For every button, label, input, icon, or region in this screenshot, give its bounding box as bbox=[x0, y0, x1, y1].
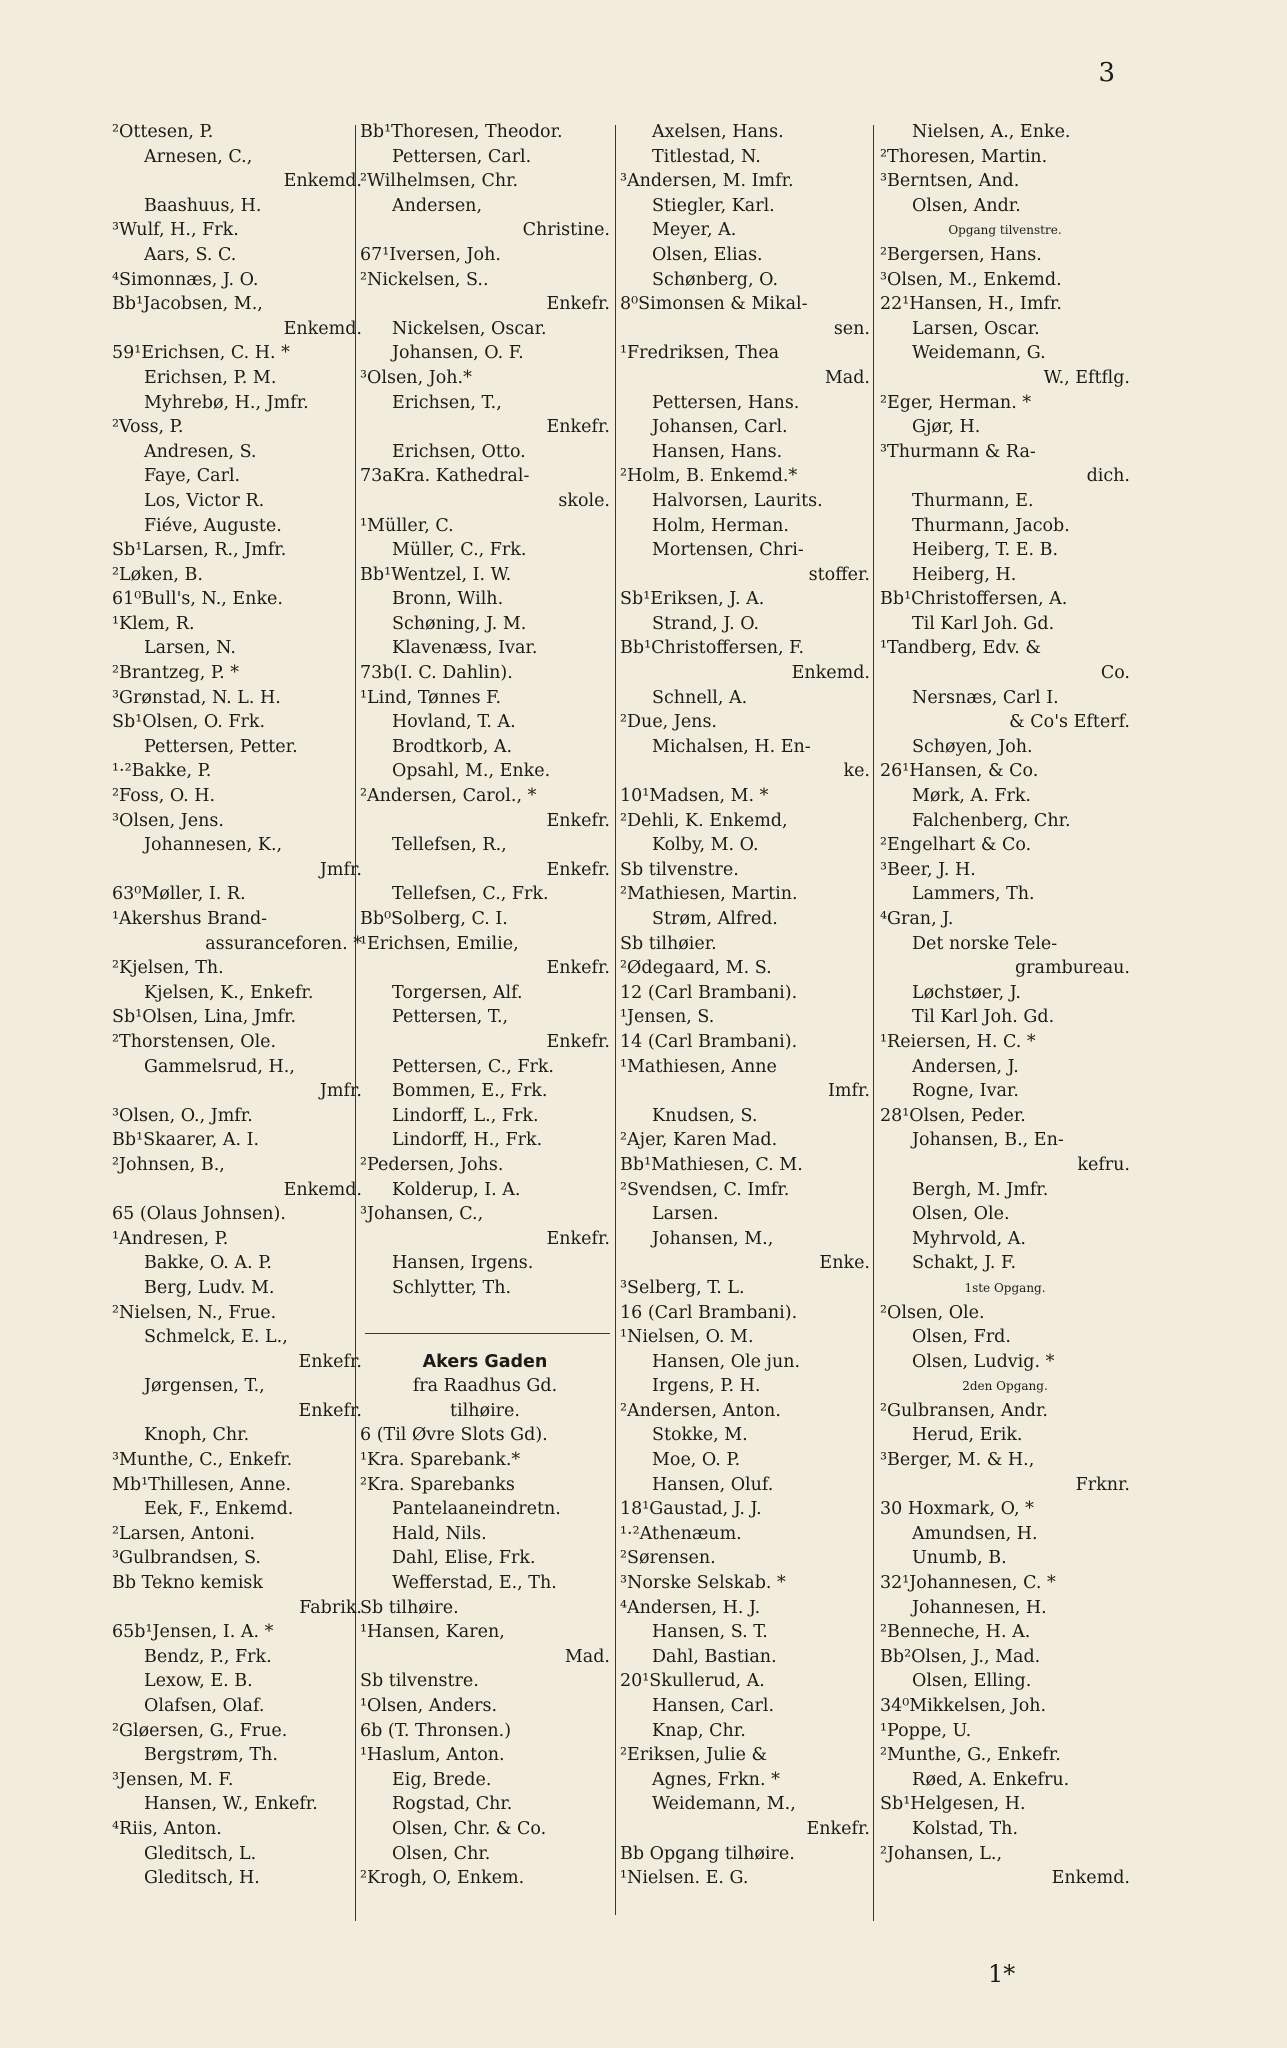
directory-entry: 6b (T. Thronsen.) bbox=[360, 1720, 512, 1741]
directory-entry: Berg, Ludv. M. bbox=[144, 1277, 275, 1298]
directory-entry: Erichsen, Otto. bbox=[392, 441, 526, 462]
directory-entry: ²Krogh, O, Enkem. bbox=[360, 1868, 525, 1889]
directory-entry: Weidemann, G. bbox=[912, 343, 1046, 364]
directory-entry: ²Kra. Sparebanks bbox=[360, 1474, 515, 1495]
directory-entry: Bronn, Wilh. bbox=[392, 589, 504, 610]
directory-entry: Dahl, Bastian. bbox=[652, 1646, 777, 1667]
directory-entry: Enkemd. bbox=[283, 1179, 362, 1200]
directory-entry: Bendz, P., Frk. bbox=[144, 1646, 272, 1667]
directory-entry: fra Raadhus Gd. bbox=[412, 1376, 558, 1397]
directory-entry: stoffer. bbox=[808, 564, 870, 585]
directory-entry: ¹Lind, Tønnes F. bbox=[360, 687, 502, 708]
directory-entry: ²Thorstensen, Ole. bbox=[112, 1031, 277, 1052]
directory-entry: Enkefr. bbox=[298, 1400, 362, 1421]
directory-entry: Aars, S. C. bbox=[144, 244, 237, 265]
directory-entry: Sb tilhøire. bbox=[360, 1597, 459, 1618]
directory-entry: ²Bergersen, Hans. bbox=[880, 244, 1042, 265]
directory-entry: Røed, A. Enkefru. bbox=[912, 1769, 1070, 1790]
directory-entry: Enkemd. bbox=[1051, 1868, 1130, 1889]
directory-entry: Mortensen, Chri- bbox=[652, 540, 804, 561]
directory-entry: Bb⁰Solberg, C. I. bbox=[360, 909, 508, 929]
directory-entry: Lindorff, L., Frk. bbox=[392, 1105, 539, 1126]
directory-entry: Olsen, Chr. bbox=[392, 1843, 491, 1864]
directory-entry: sen. bbox=[833, 318, 870, 339]
directory-entry: ³Olsen, Joh.* bbox=[360, 367, 472, 388]
directory-entry: Strand, J. O. bbox=[652, 613, 760, 634]
directory-entry: Torgersen, Alf. bbox=[392, 982, 523, 1003]
directory-entry: ³Norske Selskab. * bbox=[620, 1573, 786, 1594]
directory-entry: Kjelsen, K., Enkefr. bbox=[144, 982, 314, 1003]
directory-entry: Baashuus, H. bbox=[144, 195, 262, 216]
directory-entry: Tellefsen, R., bbox=[392, 835, 507, 856]
directory-entry: Stiegler, Karl. bbox=[652, 195, 775, 216]
directory-entry: ³Beer, J. H. bbox=[880, 859, 976, 880]
column-2 bbox=[360, 120, 610, 1891]
directory-entry: Schøning, J. M. bbox=[392, 613, 527, 634]
directory-entry: ¹Tandberg, Edv. & bbox=[880, 638, 1041, 659]
directory-entry: Enkefr. bbox=[546, 294, 610, 315]
directory-entry: Enkefr. bbox=[298, 1351, 362, 1372]
directory-entry: Sb¹Eriksen, J. A. bbox=[620, 589, 765, 610]
directory-entry: ¹Klem, R. bbox=[112, 613, 195, 634]
directory-entry bbox=[360, 1325, 610, 1350]
directory-entry: 10¹Madsen, M. * bbox=[620, 786, 769, 807]
directory-entry: Enkefr. bbox=[546, 859, 610, 880]
directory-entry: ¹Hansen, Karen, bbox=[360, 1622, 505, 1643]
directory-entry: Bb¹Thoresen, Theodor. bbox=[360, 122, 563, 142]
directory-entry: Lindorff, H., Frk. bbox=[392, 1130, 543, 1151]
directory-entry: Kolby, M. O. bbox=[652, 835, 759, 856]
directory-entry: Bb¹Wentzel, I. W. bbox=[360, 564, 512, 585]
directory-entry: ⁴Simonnæs, J. O. bbox=[112, 269, 259, 290]
directory-entry: Jmfr. bbox=[319, 1081, 362, 1102]
directory-entry: 30 Hoxmark, O, * bbox=[880, 1499, 1034, 1520]
directory-entry: 28¹Olsen, Peder. bbox=[880, 1105, 1026, 1126]
directory-entry: Hansen, Carl. bbox=[652, 1696, 775, 1716]
directory-entry: Enkefr. bbox=[546, 1031, 610, 1052]
directory-entry: ²Benneche, H. A. bbox=[880, 1622, 1031, 1643]
directory-entry: Bb¹Mathiesen, C. M. bbox=[620, 1154, 803, 1175]
directory-entry: ke. bbox=[843, 761, 870, 782]
directory-entry: Bb Tekno kemisk bbox=[112, 1573, 264, 1594]
directory-entry: ¹Jensen, S. bbox=[620, 1007, 715, 1028]
directory-entry: Til Karl Joh. Gd. bbox=[912, 613, 1055, 634]
directory-entry: ³Gulbrandsen, S. bbox=[112, 1548, 261, 1569]
directory-entry: Mørk, A. Frk. bbox=[912, 786, 1031, 807]
directory-entry: Enkemd. bbox=[791, 663, 870, 684]
directory-entry: ¹Reiersen, H. C. * bbox=[880, 1031, 1036, 1052]
directory-entry: Det norske Tele- bbox=[912, 933, 1058, 954]
directory-entry: Bb Opgang tilhøire. bbox=[620, 1843, 795, 1864]
directory-entry: Mb¹Thillesen, Anne. bbox=[112, 1474, 292, 1495]
directory-entry: Enkefr. bbox=[546, 1228, 610, 1249]
directory-entry: ²Andersen, Anton. bbox=[620, 1400, 781, 1421]
directory-entry: Gleditsch, L. bbox=[144, 1843, 257, 1864]
directory-entry: Christine. bbox=[522, 220, 610, 241]
directory-entry: Schmelck, E. L., bbox=[144, 1327, 288, 1348]
directory-entry: Schøyen, Joh. bbox=[912, 736, 1033, 757]
directory-entry: Mad. bbox=[564, 1646, 610, 1667]
directory-entry: 63⁰Møller, I. R. bbox=[112, 884, 246, 905]
directory-entry: Agnes, Frkn. * bbox=[652, 1769, 780, 1790]
directory-entry: Pettersen, Hans. bbox=[652, 392, 800, 413]
directory-entry: Weidemann, M., bbox=[652, 1794, 796, 1815]
directory-entry: Rogne, Ivar. bbox=[912, 1081, 1019, 1102]
directory-entry: Bb¹Skaarer, A. I. bbox=[112, 1130, 260, 1151]
directory-entry: Hansen, Irgens. bbox=[392, 1253, 534, 1274]
directory-entry: Bakke, O. A. P. bbox=[144, 1253, 272, 1274]
directory-entry: Sb¹Olsen, Lina, Jmfr. bbox=[112, 1007, 297, 1028]
directory-entry: Imfr. bbox=[828, 1081, 870, 1102]
directory-entry: Enkefr. bbox=[546, 417, 610, 438]
directory-entry: kefru. bbox=[1077, 1154, 1130, 1175]
directory-entry: Gjør, H. bbox=[912, 417, 981, 438]
directory-entry: 26¹Hansen, & Co. bbox=[880, 761, 1039, 782]
directory-entry: Schlytter, Th. bbox=[392, 1277, 512, 1298]
directory-entry: skole. bbox=[558, 490, 610, 511]
directory-entry: Brodtkorb, A. bbox=[392, 736, 513, 757]
directory-entry: Bb²Olsen, J., Mad. bbox=[880, 1646, 1041, 1667]
directory-entry: ²Nickelsen, S.. bbox=[360, 269, 489, 290]
directory-entry: Sb¹Larsen, R., Jmfr. bbox=[112, 540, 287, 561]
directory-entry bbox=[360, 1301, 610, 1326]
directory-entry: 18¹Gaustad, J. J. bbox=[620, 1499, 762, 1520]
directory-entry: 14 (Carl Brambani). bbox=[620, 1031, 798, 1052]
directory-entry: 65 (Olaus Johnsen). bbox=[112, 1204, 286, 1225]
street-heading: Akers Gaden bbox=[422, 1351, 548, 1372]
column-4 bbox=[880, 120, 1130, 1891]
directory-entry: Johannesen, H. bbox=[912, 1597, 1047, 1618]
directory-entry: ²Ajer, Karen Mad. bbox=[620, 1130, 778, 1151]
directory-entry: ³Grønstad, N. L. H. bbox=[112, 687, 281, 708]
directory-entry: Strøm, Alfred. bbox=[652, 909, 778, 929]
directory-entry: Eig, Brede. bbox=[392, 1769, 492, 1790]
directory-entry: Fabrik. bbox=[299, 1597, 362, 1618]
directory-entry: Enkefr. bbox=[546, 958, 610, 979]
directory-entry: ²Thoresen, Martin. bbox=[880, 146, 1048, 167]
directory-entry: Knudsen, S. bbox=[652, 1105, 758, 1126]
directory-entry: ²Holm, B. Enkemd.* bbox=[620, 466, 798, 487]
directory-entry: ³Berger, M. & H., bbox=[880, 1450, 1035, 1471]
directory-entry: Hovland, T. A. bbox=[392, 712, 516, 733]
column-3 bbox=[620, 120, 870, 1891]
directory-entry: Myhrebø, H., Jmfr. bbox=[144, 392, 309, 413]
directory-entry: Larsen. bbox=[652, 1204, 719, 1225]
directory-entry: Erichsen, P. M. bbox=[144, 367, 277, 388]
directory-entry: ³Olsen, O., Jmfr. bbox=[112, 1105, 253, 1126]
directory-entry: Larsen, N. bbox=[144, 638, 236, 659]
directory-entry: Til Karl Joh. Gd. bbox=[912, 1007, 1055, 1028]
directory-entry: Schønberg, O. bbox=[652, 269, 779, 290]
directory-entry: Gleditsch, H. bbox=[144, 1868, 260, 1889]
directory-entry: Fiéve, Auguste. bbox=[144, 515, 282, 536]
directory-entry: Müller, C., Frk. bbox=[392, 540, 527, 561]
directory-entry: 6 (Til Øvre Slots Gd). bbox=[360, 1425, 548, 1446]
directory-entry: Schakt, J. F. bbox=[912, 1253, 1017, 1274]
directory-entry: Michalsen, H. En- bbox=[652, 736, 811, 757]
directory-entry: ¹·²Bakke, P. bbox=[112, 761, 212, 782]
directory-entry: Bb¹Christoffersen, A. bbox=[880, 589, 1068, 610]
directory-entry: Unumb, B. bbox=[912, 1548, 1007, 1569]
directory-entry: Olsen, Elias. bbox=[652, 244, 763, 265]
directory-entry: ¹·²Athenæum. bbox=[620, 1523, 742, 1544]
directory-entry: ⁴Andersen, H. J. bbox=[620, 1597, 761, 1618]
directory-entry: Olsen, Chr. & Co. bbox=[392, 1818, 547, 1839]
directory-entry: Johansen, Carl. bbox=[652, 417, 788, 438]
directory-entry: Tellefsen, C., Frk. bbox=[392, 884, 549, 905]
directory-entry: Olsen, Andr. bbox=[912, 195, 1021, 216]
directory-entry: Thurmann, Jacob. bbox=[912, 515, 1070, 536]
directory-entry: 73b(I. C. Dahlin). bbox=[360, 663, 513, 684]
directory-entry: Herud, Erik. bbox=[912, 1425, 1023, 1446]
directory-entry: Sb tilhøier. bbox=[620, 933, 717, 954]
directory-entry: 32¹Johannesen, C. * bbox=[880, 1573, 1056, 1594]
directory-entry: ²Wilhelmsen, Chr. bbox=[360, 171, 519, 192]
directory-entry: ¹Kra. Sparebank.* bbox=[360, 1450, 521, 1471]
directory-entry: Jmfr. bbox=[319, 859, 362, 880]
directory-entry: ³Olsen, Jens. bbox=[112, 810, 224, 831]
street-separator-rule bbox=[365, 1333, 610, 1334]
directory-entry: Pettersen, T., bbox=[392, 1007, 509, 1028]
directory-entry: ⁴Riis, Anton. bbox=[112, 1818, 222, 1839]
directory-entry: Mad. bbox=[824, 367, 870, 388]
directory-entry: ³Berntsen, And. bbox=[880, 171, 1020, 192]
directory-entry: Olsen, Ole. bbox=[912, 1204, 1010, 1225]
directory-entry: ⁴Gran, J. bbox=[880, 909, 954, 929]
directory-entry: Schnell, A. bbox=[652, 687, 748, 708]
directory-entry: Lammers, Th. bbox=[912, 884, 1035, 905]
directory-entry: Pantelaaneindretn. bbox=[392, 1499, 561, 1520]
directory-entry: ²Dehli, K. Enkemd, bbox=[620, 810, 788, 831]
directory-entry: Moe, O. P. bbox=[652, 1450, 741, 1471]
directory-entry: 73aKra. Kathedral- bbox=[360, 466, 530, 487]
directory-entry: ²Ottesen, P. bbox=[112, 122, 214, 142]
directory-entry: Opsahl, M., Enke. bbox=[392, 761, 551, 782]
directory-entry: ³Selberg, T. L. bbox=[620, 1277, 745, 1298]
directory-entry: Eek, F., Enkemd. bbox=[144, 1499, 294, 1520]
directory-entry: 12 (Carl Brambani). bbox=[620, 982, 798, 1003]
directory-entry: tilhøire. bbox=[450, 1400, 520, 1421]
directory-entry: ²Foss, O. H. bbox=[112, 786, 216, 807]
directory-entry: Olafsen, Olaf. bbox=[144, 1696, 265, 1716]
directory-entry: ¹Fredriksen, Thea bbox=[620, 343, 780, 364]
directory-entry: assuranceforen. * bbox=[205, 933, 362, 954]
directory-entry: Titlestad, N. bbox=[652, 146, 761, 167]
section-subheading: 2den Opgang. bbox=[962, 1379, 1048, 1394]
directory-entry: & Co's Efterf. bbox=[1009, 712, 1130, 733]
directory-entry: Kolstad, Th. bbox=[912, 1818, 1019, 1839]
directory-entry: Irgens, P. H. bbox=[652, 1376, 761, 1397]
directory-entry: Myhrvold, A. bbox=[912, 1228, 1026, 1249]
section-subheading: Opgang tilvenstre. bbox=[948, 223, 1062, 238]
page-number: 3 bbox=[1098, 58, 1115, 88]
column-divider bbox=[615, 125, 616, 1915]
directory-entry: Bb¹Jacobsen, M., bbox=[112, 294, 263, 315]
directory-entry: ³Andersen, M. Imfr. bbox=[620, 171, 794, 192]
directory-entry: ²Sørensen. bbox=[620, 1548, 716, 1569]
directory-entry: Johansen, O. F. bbox=[392, 343, 524, 364]
directory-entry: Johansen, M., bbox=[652, 1228, 774, 1249]
directory-entry: Enkemd. bbox=[283, 318, 362, 339]
directory-entry: Frknr. bbox=[1075, 1474, 1130, 1495]
directory-entry: Falchenberg, Chr. bbox=[912, 810, 1071, 831]
directory-entry: ²Johnsen, B., bbox=[112, 1154, 225, 1175]
directory-entry: Thurmann, E. bbox=[912, 490, 1034, 511]
directory-entry: ²Due, Jens. bbox=[620, 712, 717, 733]
directory-entry: 59¹Erichsen, C. H. * bbox=[112, 343, 290, 364]
directory-entry: 34⁰Mikkelsen, Joh. bbox=[880, 1696, 1047, 1716]
directory-entry: ²Larsen, Antoni. bbox=[112, 1523, 256, 1544]
directory-entry: Sb tilvenstre. bbox=[620, 859, 739, 880]
directory-entry: ¹Müller, C. bbox=[360, 515, 454, 536]
directory-entry: ²Eger, Herman. * bbox=[880, 392, 1032, 413]
directory-entry: ¹Poppe, U. bbox=[880, 1720, 972, 1741]
directory-entry: Hansen, Hans. bbox=[652, 441, 783, 462]
directory-entry: ¹Haslum, Anton. bbox=[360, 1745, 505, 1766]
directory-entry: Nickelsen, Oscar. bbox=[392, 318, 547, 339]
directory-entry: ¹Nielsen. E. G. bbox=[620, 1868, 749, 1889]
directory-entry: Rogstad, Chr. bbox=[392, 1794, 513, 1815]
directory-entry: 22¹Hansen, H., Imfr. bbox=[880, 294, 1062, 315]
directory-entry: grambureau. bbox=[1014, 958, 1130, 979]
signature-mark: 1* bbox=[988, 1960, 1016, 1988]
directory-entry: Nersnæs, Carl I. bbox=[912, 687, 1059, 708]
directory-entry: Olsen, Elling. bbox=[912, 1671, 1032, 1692]
directory-entry: dich. bbox=[1086, 466, 1130, 487]
directory-entry: Pettersen, Petter. bbox=[144, 736, 298, 757]
directory-entry: ³Jensen, M. F. bbox=[112, 1769, 234, 1790]
directory-entry: Heiberg, H. bbox=[912, 564, 1017, 585]
directory-entry: Andersen, J. bbox=[912, 1056, 1019, 1077]
directory-entry: ²Nielsen, N., Frue. bbox=[112, 1302, 277, 1323]
directory-entry: ²Løken, B. bbox=[112, 564, 203, 585]
directory-entry: Heiberg, T. E. B. bbox=[912, 540, 1059, 561]
directory-entry: ¹Nielsen, O. M. bbox=[620, 1327, 754, 1348]
directory-entry: 67¹Iversen, Joh. bbox=[360, 244, 501, 265]
directory-entry: ²Pedersen, Johs. bbox=[360, 1154, 504, 1175]
directory-entry: Arnesen, C., bbox=[144, 146, 253, 167]
directory-entry: Dahl, Elise, Frk. bbox=[392, 1548, 536, 1569]
directory-entry: Meyer, A. bbox=[652, 220, 737, 241]
directory-entry: ³Wulf, H., Frk. bbox=[112, 220, 239, 241]
directory-entry: Johansen, B., En- bbox=[912, 1130, 1064, 1151]
directory-entry: ²Munthe, G., Enkefr. bbox=[880, 1745, 1061, 1766]
directory-entry: Halvorsen, Laurits. bbox=[652, 490, 823, 511]
directory-entry: Co. bbox=[1100, 663, 1130, 684]
directory-entry: Erichsen, T., bbox=[392, 392, 502, 413]
directory-entry: ¹Andresen, P. bbox=[112, 1228, 229, 1249]
directory-entry: Enkefr. bbox=[546, 810, 610, 831]
directory-entry: Hansen, Ole jun. bbox=[652, 1351, 801, 1372]
directory-entry: ²Gløersen, G., Frue. bbox=[112, 1720, 288, 1741]
directory-entry: Faye, Carl. bbox=[144, 466, 241, 487]
directory-entry: ¹Erichsen, Emilie, bbox=[360, 933, 519, 954]
directory-entry: Wefferstad, E., Th. bbox=[392, 1573, 557, 1594]
directory-entry: Knoph, Chr. bbox=[144, 1425, 250, 1446]
directory-entry: ³Munthe, C., Enkefr. bbox=[112, 1450, 293, 1471]
directory-entry: Knap, Chr. bbox=[652, 1720, 746, 1741]
directory-entry: Sb¹Helgesen, H. bbox=[880, 1794, 1026, 1815]
directory-entry: Stokke, M. bbox=[652, 1425, 748, 1446]
directory-entry: ²Brantzeg, P. * bbox=[112, 663, 239, 684]
directory-entry: ²Kjelsen, Th. bbox=[112, 958, 224, 979]
directory-entry: Bergh, M. Jmfr. bbox=[912, 1179, 1049, 1200]
directory-entry: ²Andersen, Carol., * bbox=[360, 786, 537, 807]
directory-entry: Pettersen, Carl. bbox=[392, 146, 532, 167]
column-divider bbox=[873, 125, 874, 1921]
directory-entry: Olsen, Frd. bbox=[912, 1327, 1011, 1348]
directory-entry: Bb¹Christoffersen, F. bbox=[620, 638, 805, 659]
directory-entry: Johannesen, K., bbox=[144, 835, 283, 856]
directory-entry: Amundsen, H. bbox=[912, 1523, 1038, 1544]
directory-entry: ³Thurmann & Ra- bbox=[880, 441, 1036, 462]
directory-entry: ²Olsen, Ole. bbox=[880, 1302, 985, 1323]
directory-entry: Enke. bbox=[819, 1253, 870, 1274]
directory-entry: Løchstøer, J. bbox=[912, 982, 1021, 1003]
directory-entry: ²Svendsen, C. Imfr. bbox=[620, 1179, 790, 1200]
directory-entry: Klavenæss, Ivar. bbox=[392, 638, 538, 659]
directory-entry: Enkemd. bbox=[283, 171, 362, 192]
directory-entry: 8⁰Simonsen & Mikal- bbox=[620, 294, 808, 315]
directory-entry: Lexow, E. B. bbox=[144, 1671, 253, 1692]
directory-entry: Olsen, Ludvig. * bbox=[912, 1351, 1055, 1372]
directory-entry: 61⁰Bull's, N., Enke. bbox=[112, 589, 283, 610]
directory-entry: Axelsen, Hans. bbox=[652, 122, 784, 142]
directory-entry: Nielsen, A., Enke. bbox=[912, 122, 1071, 142]
directory-entry: Andersen, bbox=[392, 195, 483, 216]
directory-entry: Hansen, Oluf. bbox=[652, 1474, 774, 1495]
directory-entry: ²Mathiesen, Martin. bbox=[620, 884, 798, 905]
directory-entry: 65b¹Jensen, I. A. * bbox=[112, 1622, 274, 1643]
directory-entry: ¹Akershus Brand- bbox=[112, 909, 268, 929]
section-subheading: 1ste Opgang. bbox=[964, 1280, 1046, 1295]
directory-entry: ²Voss, P. bbox=[112, 417, 184, 438]
directory-entry: 20¹Skullerud, A. bbox=[620, 1671, 765, 1692]
directory-entry: ³Johansen, C., bbox=[360, 1204, 484, 1225]
directory-entry: Los, Victor R. bbox=[144, 490, 265, 511]
directory-entry: ²Gulbransen, Andr. bbox=[880, 1400, 1048, 1421]
directory-entry: Gammelsrud, H., bbox=[144, 1056, 295, 1077]
directory-entry: Enkefr. bbox=[806, 1818, 870, 1839]
directory-entry: Larsen, Oscar. bbox=[912, 318, 1040, 339]
directory-entry: Holm, Herman. bbox=[652, 515, 789, 536]
directory-entry: Hansen, S. T. bbox=[652, 1622, 768, 1643]
column-1 bbox=[112, 120, 362, 1891]
directory-entry: ³Olsen, M., Enkemd. bbox=[880, 269, 1062, 290]
directory-entry: Kolderup, I. A. bbox=[392, 1179, 521, 1200]
directory-entry: Hald, Nils. bbox=[392, 1523, 487, 1544]
directory-entry: Andresen, S. bbox=[144, 441, 257, 462]
directory-entry: Sb tilvenstre. bbox=[360, 1671, 479, 1692]
directory-entry: Jørgensen, T., bbox=[144, 1376, 265, 1397]
directory-entry: Pettersen, C., Frk. bbox=[392, 1056, 554, 1077]
directory-entry: ²Eriksen, Julie & bbox=[620, 1745, 768, 1766]
directory-entry: ¹Olsen, Anders. bbox=[360, 1696, 498, 1716]
directory-entry: 16 (Carl Brambani). bbox=[620, 1302, 798, 1323]
directory-entry: Sb¹Olsen, O. Frk. bbox=[112, 712, 266, 733]
directory-entry: ²Johansen, L., bbox=[880, 1843, 1003, 1864]
directory-entry: Hansen, W., Enkefr. bbox=[144, 1794, 318, 1815]
directory-entry: Bergstrøm, Th. bbox=[144, 1745, 278, 1766]
directory-entry: W., Eftflg. bbox=[1043, 367, 1130, 388]
directory-entry: ¹Mathiesen, Anne bbox=[620, 1056, 777, 1077]
directory-entry: ²Engelhart & Co. bbox=[880, 835, 1032, 856]
directory-entry: ²Ødegaard, M. S. bbox=[620, 958, 772, 979]
directory-entry: Bommen, E., Frk. bbox=[392, 1081, 548, 1102]
